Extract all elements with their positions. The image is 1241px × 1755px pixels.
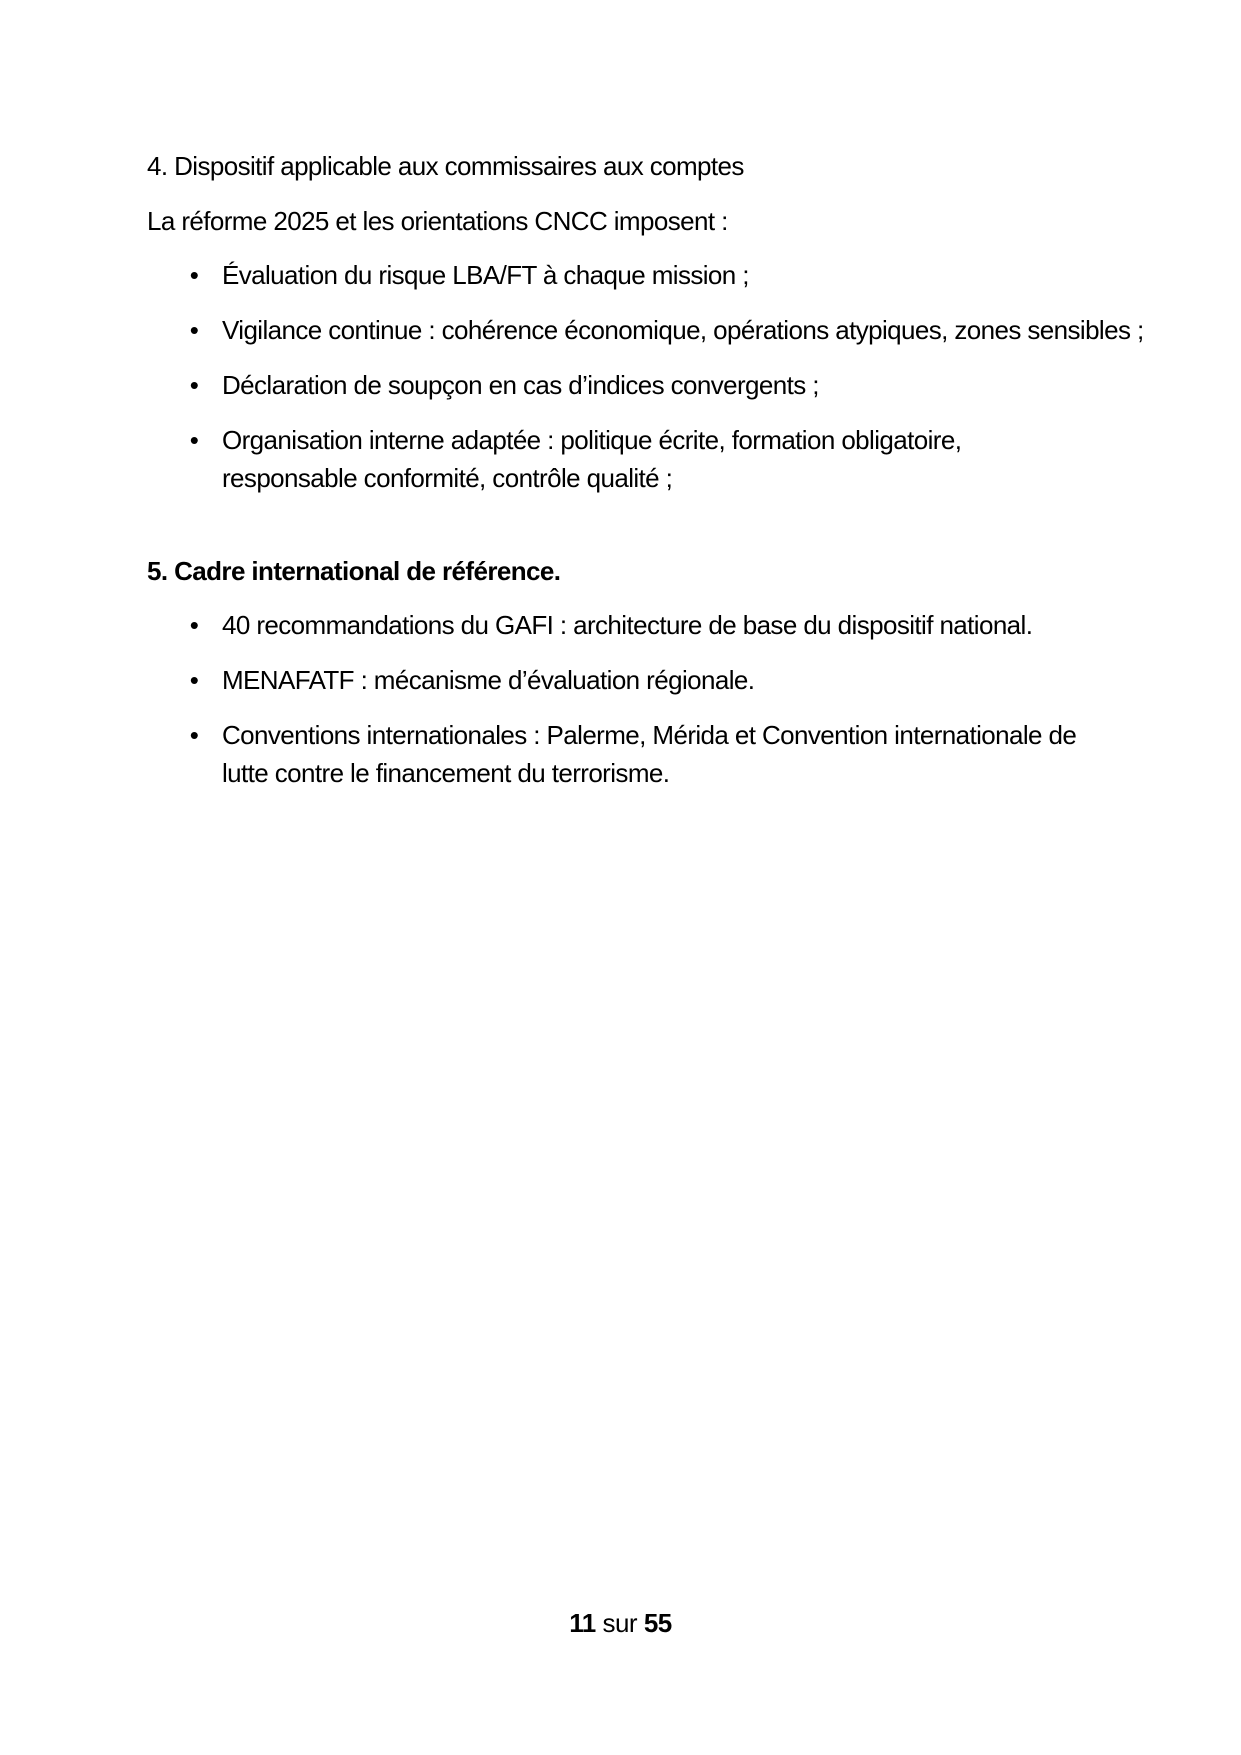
list-item: [147, 366, 1122, 404]
list-item-text: Vigilance continue : cohérence économique, opérations atypiques, zones sensibles ;: [222, 315, 1144, 345]
section-4-title: 4. Dispositif applicable aux commissaires aux comptes: [147, 151, 744, 181]
current-page-number: 11: [569, 1608, 596, 1638]
list-item: [147, 256, 1122, 294]
page-number-footer: [0, 1608, 1241, 1639]
bullet-icon: •: [189, 260, 199, 290]
section-5-bullet-list: [147, 606, 1122, 792]
page-separator: sur: [602, 1608, 638, 1638]
list-item: [147, 311, 1144, 349]
list-item: [147, 606, 1122, 644]
page-content: [147, 148, 1144, 792]
list-item: [147, 716, 1122, 792]
list-item-text: MENAFATF : mécanisme d’évaluation régionale.: [222, 665, 755, 695]
total-pages-number: 55: [643, 1608, 672, 1638]
bullet-icon: •: [189, 425, 199, 455]
list-item-text: Organisation interne adaptée : politique écrite, formation obligatoire, responsable conformité, contrôle qualité ;: [222, 425, 962, 493]
list-item-text: Évaluation du risque LBA/FT à chaque mission ;: [222, 260, 749, 290]
list-item-text: Déclaration de soupçon en cas d’indices convergents ;: [222, 370, 819, 400]
bullet-icon: •: [189, 665, 199, 695]
list-item: [147, 421, 1122, 497]
list-item: [147, 661, 1122, 699]
section-4-intro: La réforme 2025 et les orientations CNCC imposent :: [147, 206, 728, 236]
list-item-text: Conventions internationales : Palerme, Mérida et Convention internationale de lutte contre le financement du terrorisme.: [222, 720, 1077, 788]
bullet-icon: •: [189, 370, 199, 400]
section-4-bullet-list: [147, 256, 1144, 497]
bullet-icon: •: [189, 610, 199, 640]
list-item-text: 40 recommandations du GAFI : architecture de base du dispositif national.: [222, 610, 1033, 640]
bullet-icon: •: [189, 315, 199, 345]
bullet-icon: •: [189, 720, 199, 750]
section-5-title: 5. Cadre international de référence.: [147, 556, 561, 586]
